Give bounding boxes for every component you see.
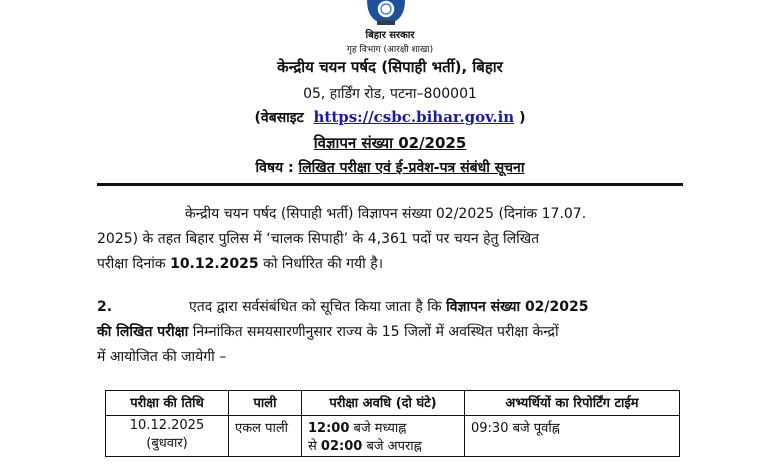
time-start-text: बजे मध्याह्न: [349, 421, 407, 436]
para1-line3-post: को निर्धारित की गयी है।: [258, 256, 383, 272]
header-divider: [97, 183, 683, 186]
para2-adv-number: विज्ञापन संख्या 02/2025: [446, 299, 589, 315]
para1-line2: 2025) के तहत बिहार पुलिस में ‘चालक सिपाही’ के 4,361 पदों पर चयन हेतु लिखित: [97, 231, 540, 247]
website-suffix: ): [519, 110, 526, 126]
header-reporting-time: अभ्यर्थियों का रिपोर्टिंग टाईम: [465, 391, 680, 416]
subject-line: [0, 158, 780, 177]
time-end-pre: से: [308, 439, 321, 454]
address: 05, हार्डिंग रोड, पटना–800001: [303, 86, 477, 102]
table-row: [106, 416, 680, 457]
time-end: [308, 436, 458, 454]
exam-date: 10.12.2025: [170, 256, 259, 272]
para2-written-exam: की लिखित परीक्षा: [97, 324, 189, 340]
paragraph-1: [97, 202, 683, 277]
cell-shift: एकल पाली: [229, 416, 302, 457]
time-start: [308, 418, 458, 436]
para2-line1: [97, 295, 683, 320]
cell-duration: [302, 416, 465, 457]
exam-date-value: 10.12.2025: [129, 418, 205, 433]
department-name: गृह विभाग (आरक्षी शाखा): [346, 45, 434, 55]
para1-line3: [97, 252, 683, 277]
paragraph-2: [97, 295, 683, 370]
time-end-bold: 02:00: [320, 439, 363, 454]
header-duration: परीक्षा अवधि (दो घंटे): [302, 391, 465, 416]
exam-schedule-table: [105, 390, 680, 457]
website-prefix: (वेबसाइट: [254, 110, 304, 126]
para1-line3-pre: परीक्षा दिनांक: [97, 256, 171, 272]
website-line: [0, 108, 780, 127]
para2-line2-post: निम्नांकित समयसारणीनुसार राज्य के 15 जिलों में अवस्थित परीक्षा केन्द्रों: [188, 324, 559, 340]
exam-day-value: (बुधवार): [146, 436, 188, 451]
para2-number: 2.: [97, 299, 113, 315]
para2-line3: में आयोजित की जायेगी –: [97, 349, 227, 365]
cell-reporting: 09:30 बजे पूर्वाह्न: [465, 416, 680, 457]
government-name: बिहार सरकार: [365, 30, 415, 41]
header-exam-date: परीक्षा की तिथि: [106, 391, 229, 416]
time-end-text: बजे अपराह्न: [362, 439, 422, 454]
table-header-row: [106, 391, 680, 416]
advertisement-number: [0, 133, 780, 153]
para2-line2: [97, 320, 683, 345]
website-link[interactable]: https://csbc.bihar.gov.in: [313, 108, 515, 126]
subject-label: विषय :: [255, 160, 294, 176]
para2-line1-pre: एतद द्वारा सर्वसंबंधित को सूचित किया जाता है कि: [189, 299, 447, 315]
cell-date: [106, 416, 229, 457]
advertisement-title: विज्ञापन संख्या 02/2025: [313, 134, 467, 152]
header-shift: पाली: [229, 391, 302, 416]
bihar-emblem-icon: [363, 0, 409, 26]
organization-name: केन्द्रीय चयन पर्षद (सिपाही भर्ती), बिहार: [277, 58, 503, 76]
para1-line1: केन्द्रीय चयन पर्षद (सिपाही भर्ती) विज्ञापन संख्या 02/2025 (दिनांक 17.07.: [185, 206, 587, 222]
subject-text: लिखित परीक्षा एवं ई-प्रवेश-पत्र संबंधी सूचना: [298, 160, 525, 176]
time-start-bold: 12:00: [308, 421, 350, 436]
